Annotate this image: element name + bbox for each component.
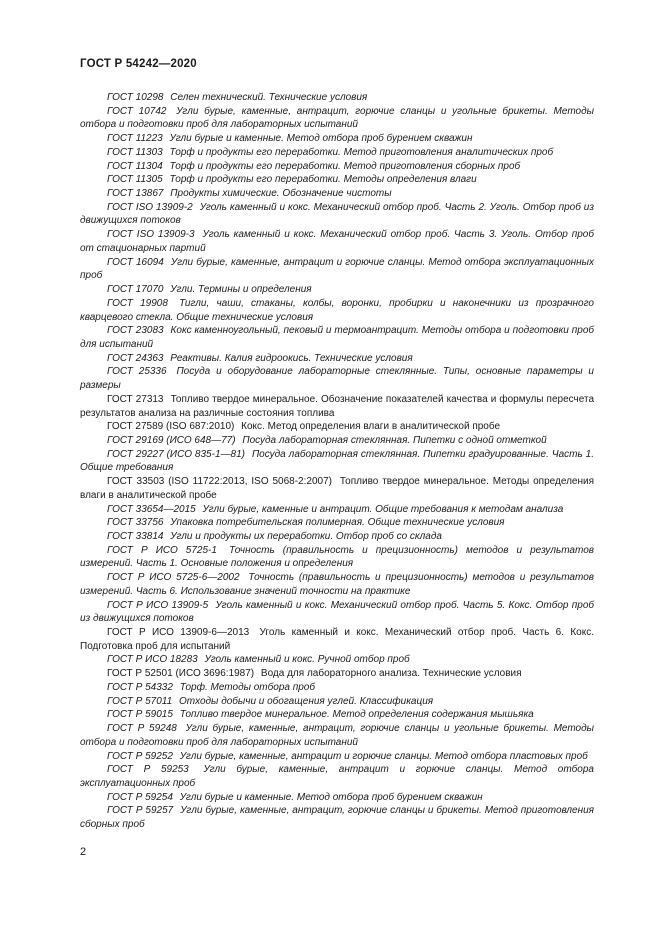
- standard-title: Уголь каменный и кокс. Механический отбор проб. Часть 5. Кокс. Отбор проб из движущихся потоков: [80, 599, 595, 625]
- standard-code: ГОСТ 11223: [107, 133, 163, 145]
- standard-code: ГОСТ Р 59252: [107, 750, 173, 762]
- standard-code: ГОСТ ISO 13909-3: [107, 229, 195, 241]
- reference-entry: [80, 503, 594, 517]
- standard-code: ГОСТ Р 59253: [107, 764, 189, 776]
- standard-title: Посуда лабораторная стеклянная. Пипетки с одной отметкой: [242, 434, 547, 446]
- standard-title: Топливо твердое минеральное. Методы определения влаги в аналитической пробе: [80, 476, 594, 501]
- standard-title: Отходы добычи и обогащения углей. Классификация: [178, 695, 434, 707]
- standard-code: ГОСТ Р 54332: [107, 681, 173, 693]
- standard-code: ГОСТ Р 59015: [107, 709, 173, 721]
- standard-title: Угли бурые, каменные, антрацит и горючие сланцы. Метод отбора эксплуатационных проб: [80, 256, 594, 282]
- standard-code: ГОСТ Р 59254: [107, 791, 173, 803]
- reference-entry: [80, 653, 594, 667]
- standard-code: ГОСТ 23083: [107, 325, 164, 337]
- standard-title: Уголь каменный и кокс. Ручной отбор проб: [204, 654, 410, 666]
- standard-code: ГОСТ Р ИСО 13909-6—2013: [107, 627, 250, 639]
- standard-code: ГОСТ 27313: [107, 393, 164, 405]
- reference-entry: [80, 146, 594, 160]
- standard-title: Угли бурые и каменные. Метод отбора проб бурением скважин: [169, 133, 473, 145]
- standard-code: ГОСТ 16094: [107, 256, 164, 268]
- reference-entry: [80, 201, 594, 228]
- standard-code: ГОСТ ISO 13909-2: [107, 201, 193, 213]
- standard-title: Торф и продукты его переработки. Метод приготовления аналитических проб: [169, 146, 554, 158]
- reference-entry: [80, 791, 594, 805]
- reference-entry: [80, 132, 594, 146]
- standard-title: Торф и продукты его переработки. Метод приготовления сборных проб: [169, 160, 521, 172]
- reference-entry: [80, 297, 594, 324]
- standard-code: ГОСТ Р ИСО 5725-1: [107, 544, 217, 556]
- standard-title: Тигли, чаши, стаканы, колбы, воронки, пробирки и наконечники из прозрачного кварцевого стекла. Общие технические условия: [80, 297, 594, 323]
- standard-title: Угли бурые, каменные, антрацит, горючие сланцы и брикеты. Метод приготовления сборных проб: [80, 805, 595, 831]
- reference-entry: [80, 420, 594, 434]
- standard-code: ГОСТ Р ИСО 5725-6—2002: [107, 572, 240, 584]
- standard-title: Торф. Методы отбора проб: [179, 681, 315, 693]
- standard-title: Уголь каменный и кокс. Механический отбор проб. Часть 3. Уголь. Отбор проб от стационарных партий: [80, 229, 594, 254]
- reference-entry: [80, 544, 594, 571]
- standard-title: Топливо твердое минеральное. Метод определения содержания мышьяка: [179, 709, 534, 721]
- standard-title: Посуда и оборудование лабораторные стеклянные. Типы, основные параметры и размеры: [80, 366, 594, 392]
- reference-entry: [80, 393, 594, 420]
- standard-code: ГОСТ 19908: [107, 297, 168, 309]
- document-header: ГОСТ Р 54242—2020: [80, 58, 197, 70]
- reference-entry: [80, 708, 594, 722]
- standard-title: Упаковка потребительская полимерная. Общие технические условия: [170, 517, 505, 529]
- standard-code: ГОСТ Р 59248: [107, 723, 177, 735]
- standard-code: ГОСТ 29227 (ИСО 835-1—81): [107, 448, 245, 460]
- standard-code: ГОСТ 25336: [107, 366, 167, 378]
- reference-entry: [80, 571, 594, 598]
- reference-entry: [80, 681, 594, 695]
- standard-title: Точность (правильность и прецизионность) методов и результатов измерений. Часть 1. Основные положения и определения: [80, 544, 594, 570]
- standard-code: ГОСТ Р ИСО 18283: [107, 654, 198, 666]
- standard-code: ГОСТ 10298: [107, 92, 164, 103]
- reference-entry: [80, 804, 594, 831]
- standard-code: ГОСТ 27589 (ISO 687:2010): [107, 421, 235, 433]
- standard-title: Селен технический. Технические условия: [170, 92, 368, 103]
- reference-entry: [80, 365, 594, 392]
- standard-title: Угли. Термины и определения: [170, 284, 312, 296]
- standard-title: Уголь каменный и кокс. Механический отбор проб. Часть 2. Уголь. Отбор проб из движущихся потоков: [80, 201, 594, 227]
- reference-entry: [80, 173, 594, 187]
- standard-title: Угли бурые, каменные, антрацит и горючие сланцы. Метод отбора пластовых проб: [179, 750, 588, 762]
- standard-code: ГОСТ Р 59257: [107, 805, 174, 817]
- standard-code: ГОСТ 11303: [107, 146, 163, 158]
- reference-entry: [80, 91, 594, 105]
- reference-entry: [80, 324, 594, 351]
- reference-entry: [80, 160, 594, 174]
- page-number: 2: [80, 846, 87, 858]
- reference-entry: [80, 448, 594, 475]
- standard-title: Угли бурые, каменные, антрацит, горючие сланцы и угольные брикеты. Методы отбора и подготовки проб для лабораторных испытаний: [80, 723, 595, 748]
- reference-entry: [80, 475, 594, 502]
- standard-title: Кокс. Метод определения влаги в аналитической пробе: [241, 421, 501, 433]
- standard-title: Угли бурые и каменные. Метод отбора проб бурением скважин: [179, 791, 483, 803]
- reference-entry: [80, 750, 594, 764]
- standard-code: ГОСТ Р 57011: [107, 695, 173, 707]
- standard-code: ГОСТ 13867: [107, 188, 164, 200]
- standard-title: Угли бурые, каменные, антрацит и горючие сланцы. Метод отбора эксплуатационных проб: [80, 764, 594, 789]
- standard-title: Реактивы. Калия гидроокись. Технические условия: [170, 352, 413, 364]
- reference-entry: [80, 722, 594, 749]
- standard-code: ГОСТ 24363: [107, 352, 164, 364]
- standard-title: Продукты химические. Обозначение чистоты: [170, 188, 392, 200]
- standard-title: Угли бурые, каменные, антрацит, горючие сланцы и угольные брикеты. Методы отбора и подготовки проб для лабораторных испытаний: [80, 105, 594, 131]
- reference-entry: [80, 228, 594, 255]
- reference-entry: [80, 283, 594, 297]
- standard-title: Вода для лабораторного анализа. Технические условия: [260, 668, 522, 680]
- standard-code: ГОСТ 17070: [107, 284, 164, 296]
- standard-code: ГОСТ 33814: [107, 531, 164, 542]
- standard-title: Угли бурые, каменные и антрацит. Общие требования к методам анализа: [202, 503, 564, 515]
- standard-code: ГОСТ 29169 (ИСО 648—77): [107, 434, 236, 446]
- standard-title: Посуда лабораторная стеклянная. Пипетки градуированные. Часть 1. Общие требования: [80, 448, 595, 474]
- standard-code: ГОСТ Р 52501 (ИСО 3696:1987): [107, 668, 255, 680]
- reference-entry: [80, 256, 594, 283]
- standard-title: Угли и продукты их переработки. Отбор проб со склада: [170, 531, 442, 542]
- standard-code: ГОСТ 11304: [107, 160, 163, 172]
- reference-entry: [80, 599, 594, 626]
- reference-entry: [80, 105, 594, 132]
- reference-entry: [80, 530, 594, 544]
- reference-entry: [80, 352, 594, 366]
- reference-entry: [80, 434, 594, 448]
- standard-title: Точность (правильность и прецизионность) методов и результатов измерений. Часть 6. Использование значений точности на практике: [80, 572, 594, 597]
- reference-entry: [80, 187, 594, 201]
- reference-entry: [80, 626, 594, 653]
- standard-code: ГОСТ 11305: [107, 174, 163, 186]
- reference-entry: [80, 516, 594, 530]
- reference-entry: [80, 695, 594, 709]
- standard-code: ГОСТ Р ИСО 13909-5: [107, 599, 209, 611]
- standard-title: Уголь каменный и кокс. Механический отбор проб. Часть 6. Кокс. Подготовка проб для испытаний: [80, 627, 594, 652]
- standard-code: ГОСТ 33503 (ISO 11722:2013, ISO 5068-2:2007): [107, 476, 332, 488]
- standard-title: Кокс каменноугольный, пековый и термоантрацит. Методы отбора и подготовки проб для испытаний: [80, 325, 595, 350]
- normative-references-list: [80, 91, 594, 832]
- standard-title: Торф и продукты его переработки. Методы определения влаги: [169, 174, 477, 186]
- standard-code: ГОСТ 33654—2015: [107, 503, 196, 515]
- standard-code: ГОСТ 33756: [107, 517, 164, 529]
- standard-code: ГОСТ 10742: [107, 105, 167, 117]
- reference-entry: [80, 667, 594, 681]
- reference-entry: [80, 763, 594, 790]
- standard-title: Топливо твердое минеральное. Обозначение показателей качества и формулы пересчета результатов анализа на различные состояния топлива: [80, 393, 594, 419]
